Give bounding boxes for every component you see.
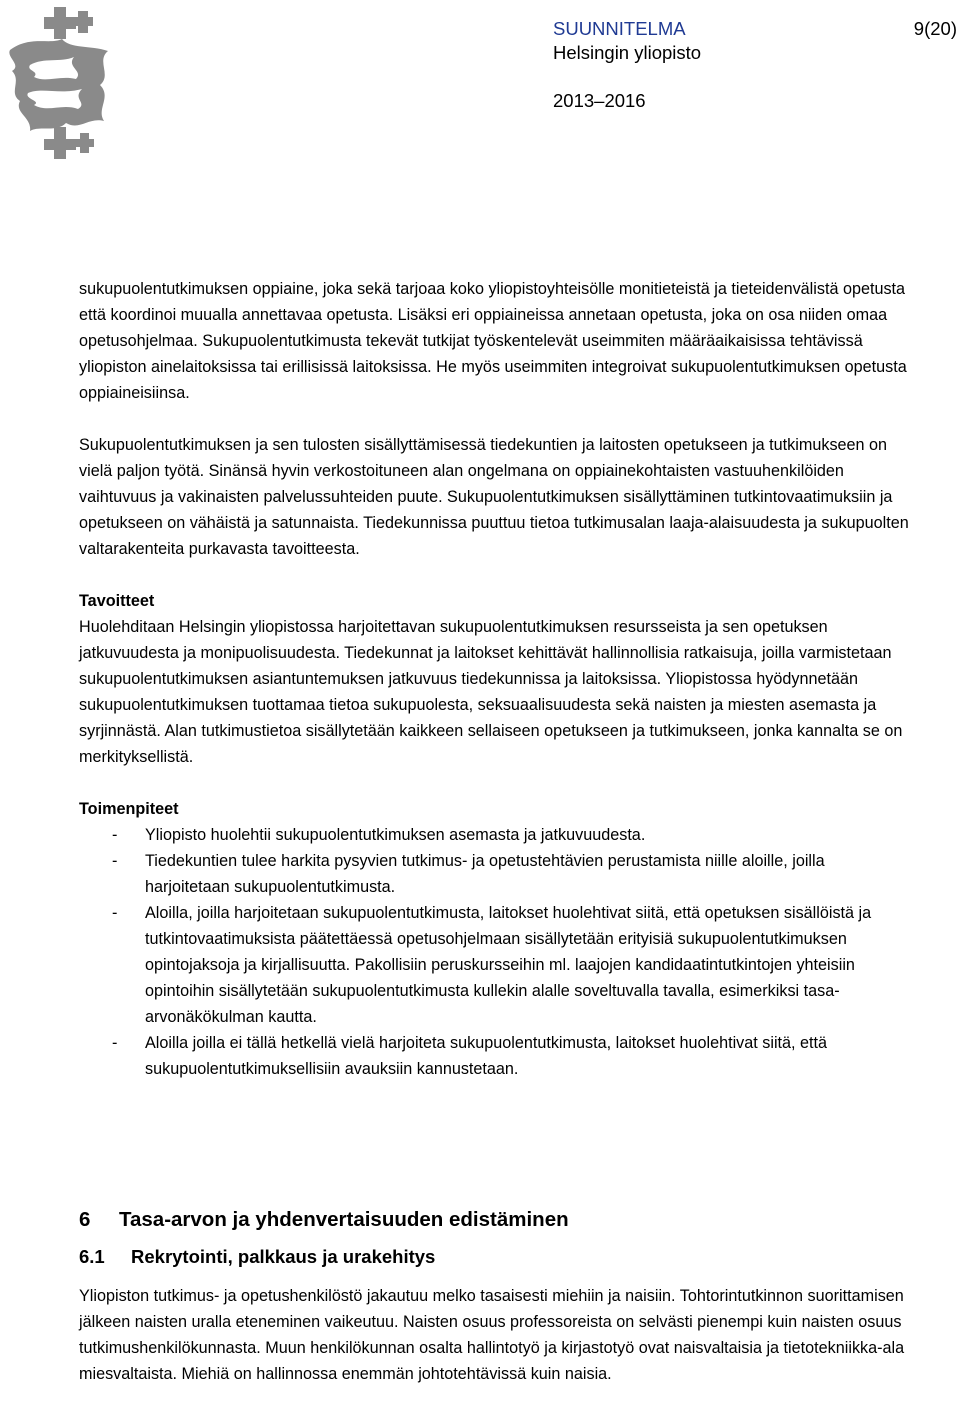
list-item: - Tiedekuntien tulee harkita pysyvien tutkimus- ja opetustehtävien perustamista niille aloille, joilla harjoitetaan sukupuolentutkimusta. [79,848,909,900]
toimenpiteet-list [79,822,909,1082]
subsection-number: 6.1 [79,1246,105,1267]
paragraph: sukupuolentutkimuksen oppiaine, joka sekä tarjoaa koko yliopistoyhteisölle monitieteistä ja tieteidenvälistä opetusta että koordinoi muualla annettavaa opetusta. Lisäksi eri oppiaineissa annetaan opetusta, joka on osa niiden omaa opetusohjelmaa. Sukupuolentutkimusta tekevät tutkijat työskentelevät useimmiten määräaikaisissa tehtävissä yliopiston ainelaitoksissa tai erillisissä laitoksissa. He myös useimmiten integroivat sukupuolentutkimuksen opetusta oppiaineisiinsa. [79,280,907,402]
toimenpiteet-heading: Toimenpiteet [79,800,179,818]
tavoitteet-text: Huolehditaan Helsingin yliopistossa harjoitettavan sukupuolentutkimuksen resursseista ja sen opetuksen jatkuvuudesta ja monipuolisuudesta. Tiedekunnat ja laitokset kehittävät hallinnollisia ratkaisuja, joilla varmistetaan sukupuolentutkimuksen asiantuntemuksen jatkuvuus tiedekunnissa ja laitoksissa. Yliopistossa hyödynnetään sukupuolentutkimuksen tuottamaa tietoa sukupuolesta, seksuaalisuudesta sekä naisten ja miesten asemasta ja syrjinnästä. Alan tutkimustietoa sisällytetään kaikkeen sellaiseen opetukseen ja tutkimukseen, jonka kannalta se on merkityksellistä. [79,618,903,766]
paragraph: Yliopiston tutkimus- ja opetushenkilöstö jakautuu melko tasaisesti miehiin ja naisiin. Tohtorintutkinnon suorittamisen jälkeen naisten uralla eteneminen vaikeutuu. Naisten osuus professoreista on selvästi pienempi kuin naisten osuus tutkimushenkilökunnasta. Muun henkilökunnan osalta hallintotyö ja kirjastotyö ovat naisvaltaisia ja tietotekniikka-ala miesvaltaista. Miehiä on hallinnossa enemmän johtotehtävissä kuin naisia. [79,1287,905,1383]
section-body [79,1283,909,1387]
section-heading [79,1206,569,1234]
list-item: - Aloilla joilla ei tällä hetkellä vielä harjoiteta sukupuolentutkimusta, laitokset huolehtivat siitä, että sukupuolentutkimuksellisiin avauksiin kannustetaan. [79,1030,909,1082]
subsection-heading [79,1244,435,1270]
plan-period: 2013–2016 [553,90,646,111]
organization-name: Helsingin yliopisto [553,42,702,63]
list-item: - Yliopisto huolehtii sukupuolentutkimuksen asemasta ja jatkuvuudesta. [79,822,909,848]
page-number: 9(20) [913,18,957,39]
body-text [79,276,909,1082]
flame-logo-icon [0,5,120,167]
list-item: - Aloilla, joilla harjoitetaan sukupuolentutkimusta, laitokset huolehtivat siitä, että opetuksen sisällöistä ja tutkintovaatimuksista päätettäessä opetusohjelmaan sisällytetään erityisiä sukupuolentutkimuksen opintojaksoja ja kirjallisuutta. Pakollisiin peruskursseihin ml. laajojen kandidaatintutkintojen yhteisiin opintoihin sisällytetään sukupuolentutkimusta kullekin alalle soveltuvalla tavalla, esimerkiksi tasa-arvonäkökulman kautta. [79,900,909,1030]
subsection-title: Rekrytointi, palkkaus ja urakehitys [131,1246,436,1267]
document-type: SUUNNITELMA [553,18,686,39]
section-number: 6 [79,1208,91,1231]
tavoitteet-heading: Tavoitteet [79,592,155,610]
section-title: Tasa-arvon ja yhdenvertaisuuden edistäminen [119,1208,569,1231]
paragraph: Sukupuolentutkimuksen ja sen tulosten sisällyttämisessä tiedekuntien ja laitosten opetukseen ja tutkimukseen on vielä paljon työtä. Sinänsä hyvin verkostoituneen alan ongelmana on oppiainekohtaisten vastuuhenkilöiden vaihtuvuus ja vakinaisten palvelussuhteiden puute. Sukupuolentutkimuksen sisällyttäminen tutkintovaatimuksiin ja opetukseen on vähäistä ja satunnaista. Tiedekunnissa puuttuu tietoa tutkimusalan laaja-alaisuudesta ja sukupuolten valtarakenteita purkavasta tavoitteesta. [79,436,909,558]
